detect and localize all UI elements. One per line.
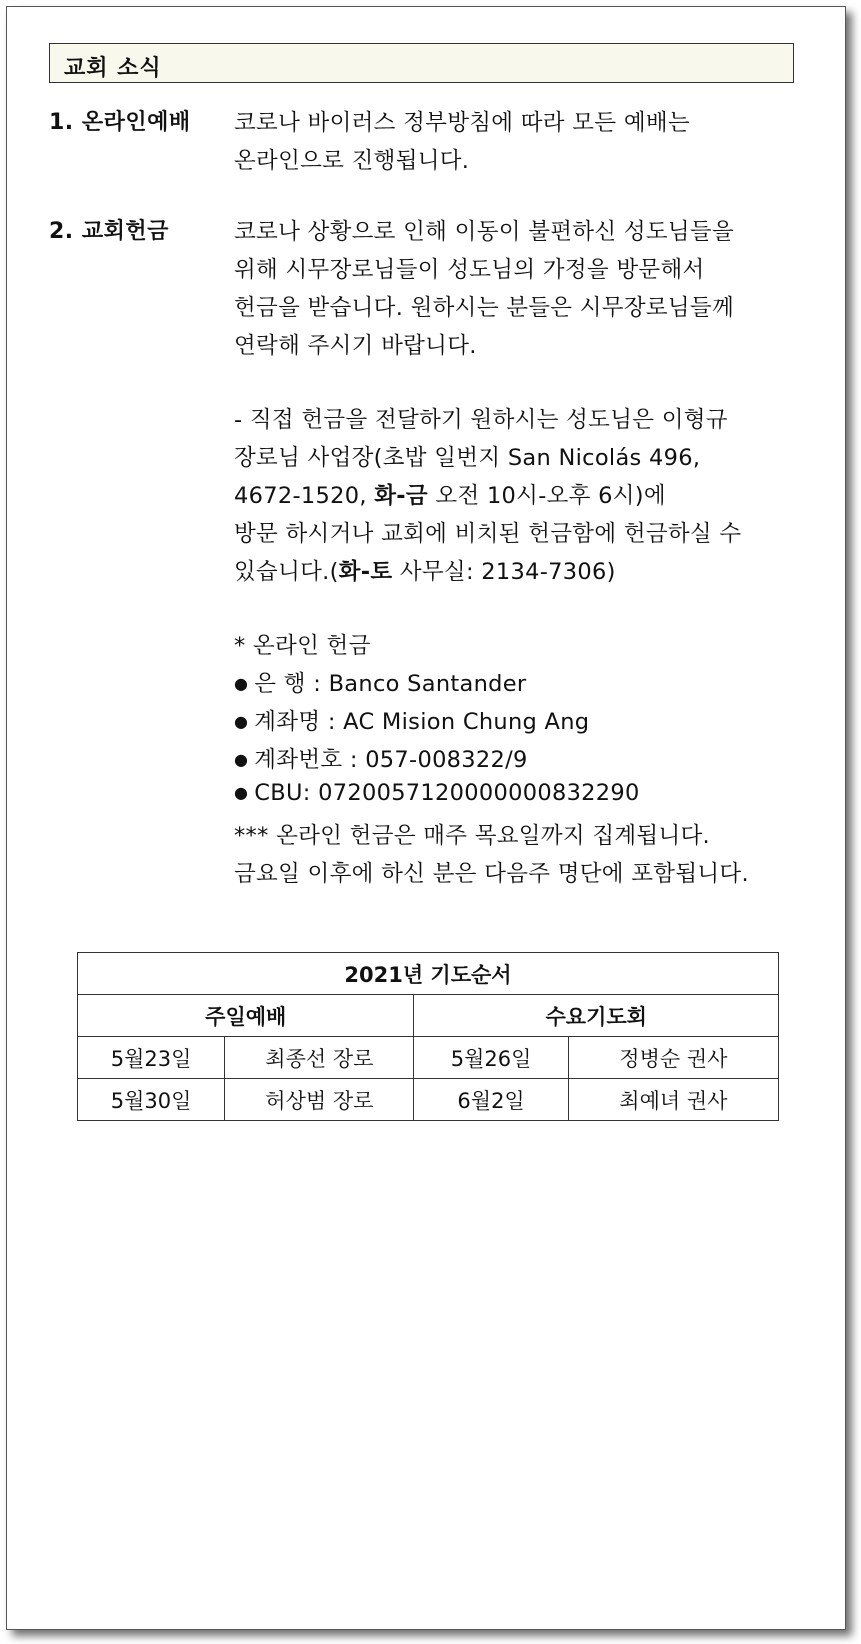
bullet-icon: ● — [234, 712, 249, 731]
direct-line-5-days: 화-토 — [338, 559, 393, 585]
online-note-2: 금요일 이후에 하신 분은 다음주 명단에 포함됩니다. — [234, 861, 749, 887]
direct-line-5-text-c: 사무실: 2134-7306) — [392, 559, 616, 585]
item-2-line-1: 코로나 상황으로 인해 이동이 불편하신 성도님들을 — [234, 219, 734, 245]
bullet-icon: ● — [234, 783, 249, 802]
bulletin-page — [6, 6, 846, 1630]
direct-line-4: 방문 하시거나 교회에 비치된 헌금함에 헌금하실 수 — [234, 521, 742, 547]
bullet-icon: ● — [234, 674, 249, 693]
item-1-line-1: 코로나 바이러스 정부방침에 따라 모든 예배는 — [234, 110, 690, 136]
direct-line-3-text-a: 4672-1520, — [234, 483, 375, 509]
item-2-line-2: 위해 시무장로님들이 성도님의 가정을 방문해서 — [234, 257, 705, 283]
table-row — [78, 1037, 779, 1079]
direct-line-3-days: 화-금 — [374, 483, 428, 509]
direct-line-3-text-c: 오전 10시-오후 6시)에 — [427, 483, 666, 509]
sunday-service-header: 주일예배 — [78, 995, 414, 1037]
direct-line-5-text-a: 있습니다.( — [234, 559, 339, 585]
item-2-heading: 2. 교회헌금 — [49, 219, 169, 244]
item-1-heading: 1. 온라인예배 — [49, 110, 191, 135]
table-cell: 최예녀 권사 — [568, 1079, 778, 1121]
online-bank — [234, 666, 526, 698]
table-cell: 6월2일 — [414, 1079, 568, 1121]
online-offering-title: * 온라인 헌금 — [234, 633, 371, 659]
prayer-table-title: 2021년 기도순서 — [78, 953, 779, 995]
direct-line-3 — [234, 478, 666, 510]
table-cell: 5월26일 — [414, 1037, 568, 1079]
table-cell: 5월23일 — [78, 1037, 225, 1079]
table-cell: 허상범 장로 — [225, 1079, 414, 1121]
prayer-order-table — [77, 952, 779, 1121]
bullet-icon: ● — [234, 750, 249, 769]
online-account-number — [234, 742, 528, 774]
online-note-1: *** 온라인 헌금은 매주 목요일까지 집계됩니다. — [234, 823, 710, 849]
online-account-name-text: 계좌명 : AC Mision Chung Ang — [254, 709, 590, 735]
direct-line-5 — [234, 554, 616, 586]
direct-line-1: - 직접 헌금을 전달하기 원하시는 성도님은 이형규 — [234, 407, 728, 433]
online-bank-text: 은 행 : Banco Santander — [254, 671, 527, 697]
table-row — [78, 1079, 779, 1121]
section-header — [49, 43, 794, 83]
wednesday-prayer-header: 수요기도회 — [414, 995, 779, 1037]
table-cell: 정병순 권사 — [568, 1037, 778, 1079]
direct-line-2: 장로님 사업장(초밥 일번지 San Nicolás 496, — [234, 445, 701, 471]
item-1-line-2: 온라인으로 진행됩니다. — [234, 148, 470, 174]
section-title: 교회 소식 — [64, 56, 162, 81]
online-account-name — [234, 704, 589, 736]
table-cell: 최종선 장로 — [225, 1037, 414, 1079]
online-cbu — [234, 780, 640, 806]
item-2-line-3: 헌금을 받습니다. 원하시는 분들은 시무장로님들께 — [234, 295, 734, 321]
online-cbu-text: CBU: 0720057120000000832290 — [254, 780, 640, 806]
item-2-line-4: 연락해 주시기 바랍니다. — [234, 333, 477, 359]
online-account-number-text: 계좌번호 : 057-008322/9 — [254, 747, 528, 773]
table-cell: 5월30일 — [78, 1079, 225, 1121]
